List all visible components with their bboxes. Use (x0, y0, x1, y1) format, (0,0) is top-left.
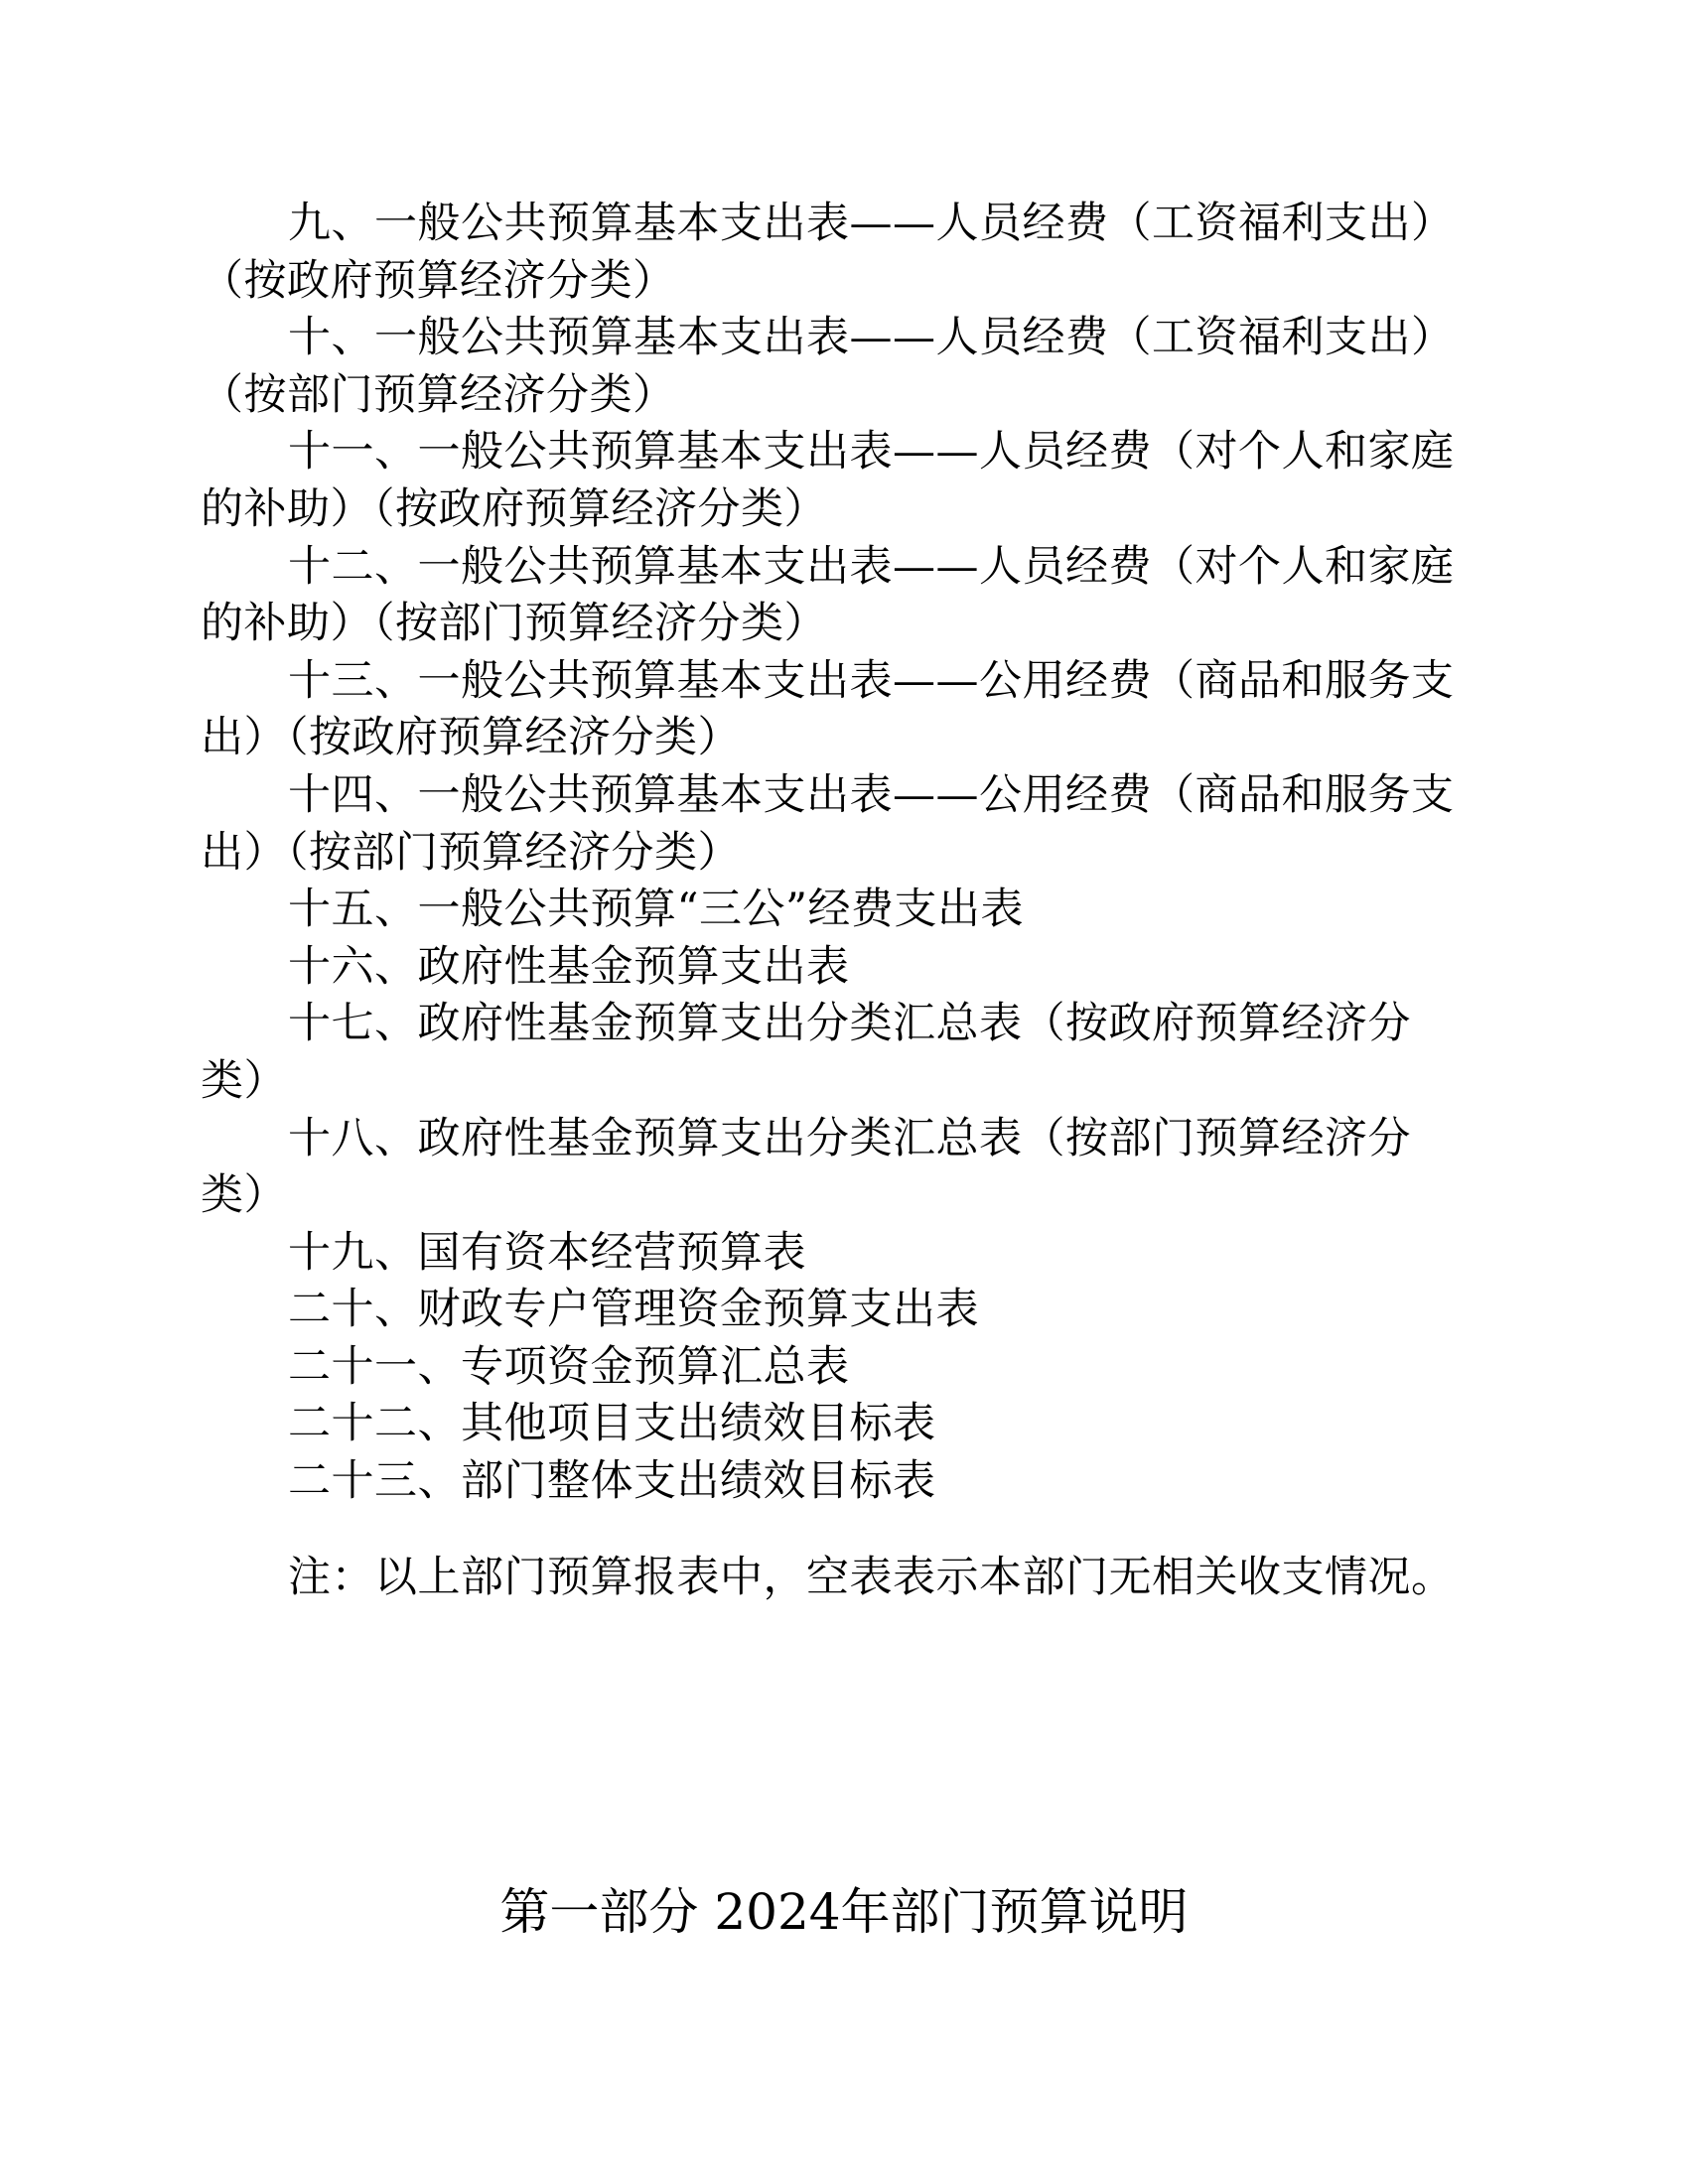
table-of-contents (201, 196, 1470, 1511)
toc-item-15: 十五、一般公共预算“三公”经费支出表 (288, 885, 1024, 935)
toc-item-11: 十一、一般公共预算基本支出表——人员经费（对个人和家庭的补助）（按政府预算经济分类） (201, 427, 1455, 534)
toc-item-17: 十七、政府性基金预算支出分类汇总表（按政府预算经济分类） (201, 999, 1411, 1106)
part-title: 第一部分 2024年部门预算说明 (499, 1883, 1189, 1941)
budget-note: 注：以上部门预算报表中，空表表示本部门无相关收支情况。 (288, 1553, 1455, 1602)
toc-item-14: 十四、一般公共预算基本支出表——公用经费（商品和服务支出）（按部门预算经济分类） (201, 769, 1455, 878)
toc-item-13: 十三、一般公共预算基本支出表——公用经费（商品和服务支出）（按政府预算经济分类） (201, 655, 1455, 763)
toc-item-12: 十二、一般公共预算基本支出表——人员经费（对个人和家庭的补助）（按部门预算经济分类） (201, 541, 1455, 649)
toc-item-22: 二十二、其他项目支出绩效目标表 (288, 1399, 936, 1449)
toc-item-21: 二十一、专项资金预算汇总表 (288, 1341, 850, 1392)
toc-item-16: 十六、政府性基金预算支出表 (288, 941, 850, 992)
toc-item-10: 十、一般公共预算基本支出表——人员经费（工资福利支出）（按部门预算经济分类） (201, 313, 1455, 420)
toc-item-19: 十九、国有资本经营预算表 (288, 1227, 806, 1278)
toc-item-23: 二十三、部门整体支出绩效目标表 (288, 1456, 936, 1507)
toc-item-9: 九、一般公共预算基本支出表——人员经费（工资福利支出）（按政府预算经济分类） (201, 199, 1455, 306)
toc-item-18: 十八、政府性基金预算支出分类汇总表（按部门预算经济分类） (201, 1113, 1411, 1221)
toc-item-20: 二十、财政专户管理资金预算支出表 (288, 1285, 979, 1335)
